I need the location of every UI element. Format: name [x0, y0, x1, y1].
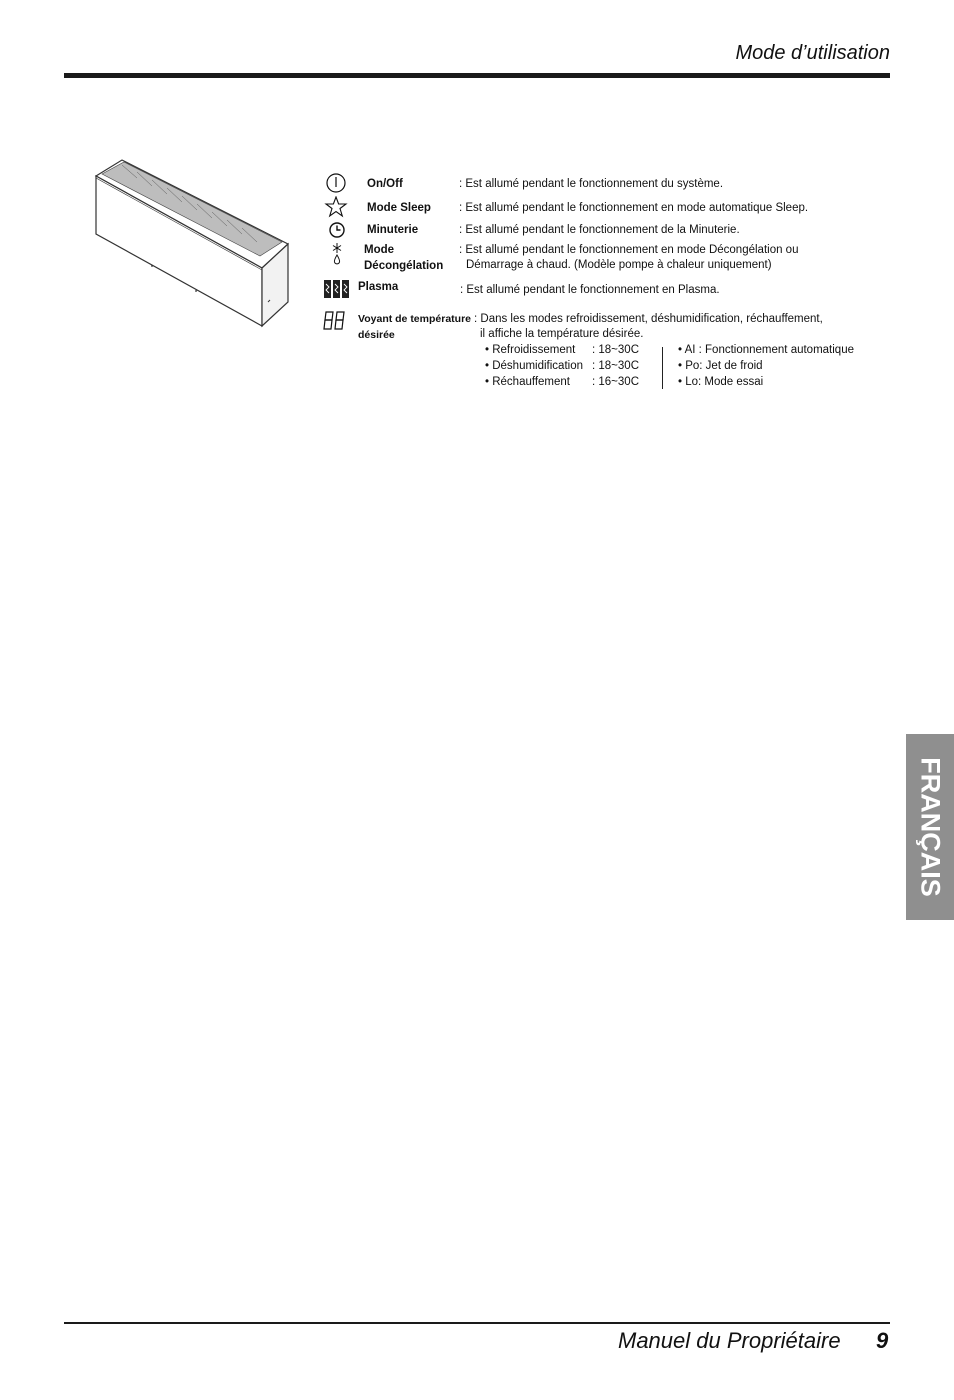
manual-title: Manuel du Propriétaire: [618, 1328, 841, 1353]
temperature-range-value: : 18~30C: [592, 360, 639, 372]
temperature-range-value: : 18~30C: [592, 344, 639, 356]
indicator-description: Démarrage à chaud. (Modèle pompe à chaleur uniquement): [466, 259, 772, 271]
indicator-label: Minuterie: [367, 224, 419, 236]
indicator-description: : Dans les modes refroidissement, déshumidification, réchauffement,: [474, 313, 823, 325]
indicator-label: Voyant de température: [358, 313, 472, 325]
indicator-label: On/Off: [367, 178, 403, 190]
display-code: • AI : Fonctionnement automatique: [678, 344, 854, 356]
indicator-label: Plasma: [358, 281, 399, 293]
display-code: • Po: Jet de froid: [678, 360, 763, 372]
temperature-range-mode: • Déshumidification: [485, 360, 583, 372]
indicator-description: : Est allumé pendant le fonctionnement de la Minuterie.: [459, 224, 740, 236]
column-separator: [662, 347, 663, 389]
temperature-range-mode: • Refroidissement: [485, 344, 576, 356]
language-side-tab-label: FRANÇAIS: [915, 757, 946, 897]
clock-icon: [322, 219, 352, 241]
indicator-label: désirée: [358, 329, 395, 341]
temperature-range-mode: • Réchauffement: [485, 376, 571, 388]
language-side-tab: [906, 734, 954, 920]
indicator-description: il affiche la température désirée.: [480, 328, 644, 340]
indicator-label: Mode: [364, 244, 395, 256]
header-rule: [64, 73, 890, 78]
power-icon: [322, 172, 352, 194]
defrost-icon: [322, 241, 352, 269]
temperature-range-value: : 16~30C: [592, 376, 639, 388]
indicator-description: : Est allumé pendant le fonctionnement en Plasma.: [460, 284, 720, 296]
indicator-label: Décongélation: [364, 260, 444, 272]
indicator-description: : Est allumé pendant le fonctionnement en mode Décongélation ou: [459, 244, 799, 256]
plasma-icon: [322, 278, 352, 300]
page-number: 9: [876, 1328, 889, 1353]
indicator-label: Mode Sleep: [367, 202, 431, 214]
page-header-title: Mode d’utilisation: [735, 42, 890, 64]
footer-rule: [64, 1322, 890, 1324]
indoor-unit-illustration: [92, 156, 292, 331]
seven-segment-icon: [322, 310, 352, 332]
display-code: • Lo: Mode essai: [678, 376, 764, 388]
star-icon: [322, 196, 352, 218]
indicator-description: : Est allumé pendant le fonctionnement du système.: [459, 178, 724, 190]
indicator-description: : Est allumé pendant le fonctionnement en mode automatique Sleep.: [459, 202, 809, 214]
